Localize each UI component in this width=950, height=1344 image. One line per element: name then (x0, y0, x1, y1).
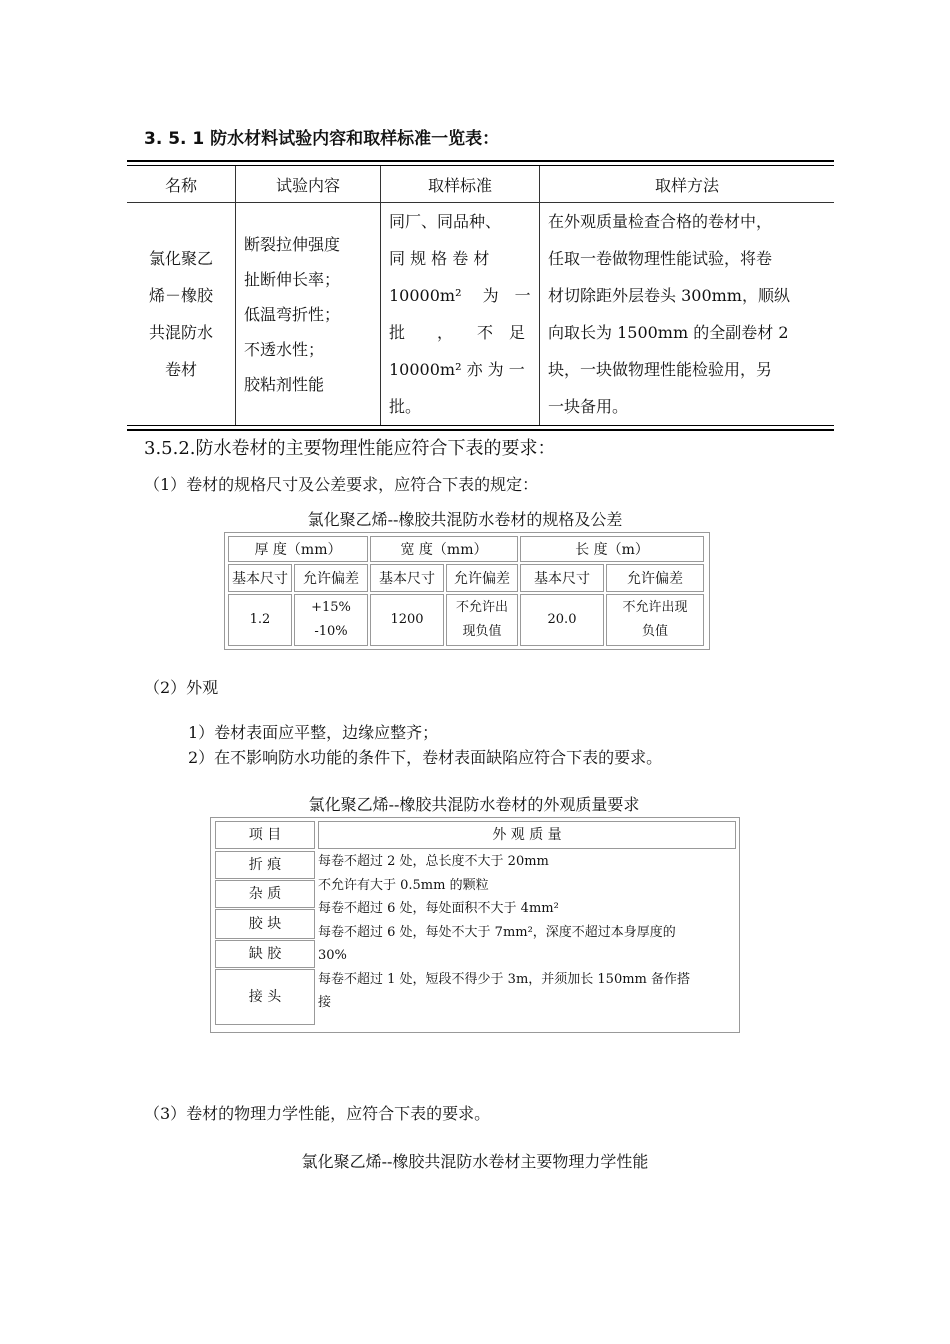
test-line: 不透水性； (244, 339, 325, 359)
subheader-cell: 允许偏差 (294, 564, 368, 592)
method-line: 在外观质量检查合格的卷材中， (548, 212, 773, 231)
standard-line: 同厂、同品种、 (389, 212, 502, 231)
method-line: 任取一卷做物理性能试验，将卷 (548, 249, 773, 268)
header-sampling-method: 取样方法 (540, 166, 835, 203)
item-missing-glue: 缺 胶 (215, 940, 315, 968)
name-line: 氯化聚乙 (148, 249, 213, 268)
group-length: 长 度（m） (520, 536, 704, 562)
tolerance-line: 负值 (641, 624, 668, 639)
method-line: 块，一块做物理性能检验用，另 (548, 360, 773, 379)
item-glue-lump: 胶 块 (215, 909, 315, 939)
appearance-quality-table (210, 817, 740, 1033)
table3-caption: 氯化聚乙烯--橡胶共混防水卷材的外观质量要求 (308, 795, 640, 814)
table4-caption: 氯化聚乙烯--橡胶共混防水卷材主要物理力学性能 (301, 1152, 649, 1171)
test-line: 扯断伸长率； (244, 269, 341, 289)
name-line: 烯－橡胶 (148, 286, 213, 305)
name-line: 共混防水 (148, 323, 213, 342)
subheader-cell: 允许偏差 (446, 564, 518, 592)
item-2-sub-2: 2）在不影响防水功能的条件下，卷材表面缺陷应符合下表的要求。 (188, 748, 663, 767)
method-line: 材切除距外层卷头 300mm，顺纵 (548, 286, 790, 305)
quality-line: 每卷不超过 2 处，总长度不大于 20mm (318, 854, 549, 869)
tolerance-line: 不允许出 (455, 600, 508, 615)
item-2-sub-1: 1）卷材表面应平整，边缘应整齐； (188, 723, 439, 742)
item-2-text: （2）外观 (144, 678, 219, 697)
test-line: 胶粘剂性能 (244, 374, 325, 394)
test-line: 低温弯折性； (244, 304, 341, 324)
tolerance-plus: +15% (311, 600, 351, 615)
quality-line: 每卷不超过 6 处，每处面积不大于 4mm² (318, 901, 559, 916)
width-tolerance (446, 594, 518, 646)
thickness-basic: 1.2 (228, 594, 292, 646)
sampling-method-cell (540, 203, 835, 426)
item-3-text: （3）卷材的物理力学性能，应符合下表的要求。 (144, 1104, 491, 1123)
thickness-tolerance (294, 594, 368, 646)
header-name: 名称 (127, 166, 236, 203)
sampling-standards-table (127, 160, 834, 431)
header-sampling-standard: 取样标准 (381, 166, 540, 203)
item-joint: 接 头 (215, 969, 315, 1025)
header-test-content: 试验内容 (236, 166, 381, 203)
item-crease: 折 痕 (215, 851, 315, 879)
table-row (127, 203, 834, 426)
group-thickness: 厚 度（mm） (228, 536, 368, 562)
quality-line: 不允许有大于 0.5mm 的颗粒 (318, 877, 489, 893)
section-352-title: 3.5.2.防水卷材的主要物理性能应符合下表的要求： (144, 438, 556, 459)
table-row (228, 594, 704, 646)
subheader-cell: 允许偏差 (606, 564, 704, 592)
subheader-cell: 基本尺寸 (370, 564, 444, 592)
standard-line: 10000m² 为 一 (389, 286, 531, 305)
material-name-cell (127, 203, 236, 426)
item-1-text: （1）卷材的规格尺寸及公差要求，应符合下表的规定： (144, 475, 539, 494)
standard-line: 批。 (389, 397, 422, 416)
table-group-header-row (228, 536, 704, 562)
quality-line: 每卷不超过 1 处，短段不得少于 3m，并须加长 150mm 备作搭 (318, 971, 690, 987)
quality-line: 接 (318, 995, 332, 1010)
group-width: 宽 度（mm） (370, 536, 518, 562)
standard-line: 批 ， 不 足 (389, 323, 526, 342)
table2-caption: 氯化聚乙烯--橡胶共混防水卷材的规格及公差 (307, 510, 623, 529)
length-basic: 20.0 (520, 594, 604, 646)
table-bottom-rule (127, 425, 834, 431)
quality-requirements (318, 850, 734, 1028)
dimension-tolerance-table (224, 532, 710, 650)
subheader-cell: 基本尺寸 (228, 564, 292, 592)
tolerance-line: 不允许出现 (622, 600, 688, 615)
test-content-cell (236, 203, 381, 426)
tolerance-line: 现负值 (462, 624, 502, 639)
standard-line: 10000m² 亦 为 一 (389, 360, 525, 379)
test-line: 断裂拉伸强度 (244, 234, 341, 254)
table-subheader-row (228, 564, 704, 592)
method-line: 一块备用。 (548, 397, 629, 416)
table-header-row (127, 166, 834, 203)
section-351-title: 3. 5. 1 防水材料试验内容和取样标准一览表： (144, 129, 500, 149)
quality-line: 每卷不超过 6 处，每处不大于 7mm²，深度不超过本身厚度的 (318, 924, 676, 940)
header-appearance-quality: 外 观 质 量 (318, 821, 736, 849)
name-line: 卷材 (164, 360, 197, 379)
subheader-cell: 基本尺寸 (520, 564, 604, 592)
item-impurity: 杂 质 (215, 880, 315, 908)
quality-line: 30% (318, 948, 347, 963)
length-tolerance (606, 594, 704, 646)
sampling-standard-cell (381, 203, 540, 426)
width-basic: 1200 (370, 594, 444, 646)
header-item: 项 目 (215, 821, 315, 849)
standard-line: 同 规 格 卷 材 (389, 249, 490, 268)
tolerance-minus: -10% (314, 624, 348, 639)
method-line: 向取长为 1500mm 的全副卷材 2 (548, 323, 789, 342)
